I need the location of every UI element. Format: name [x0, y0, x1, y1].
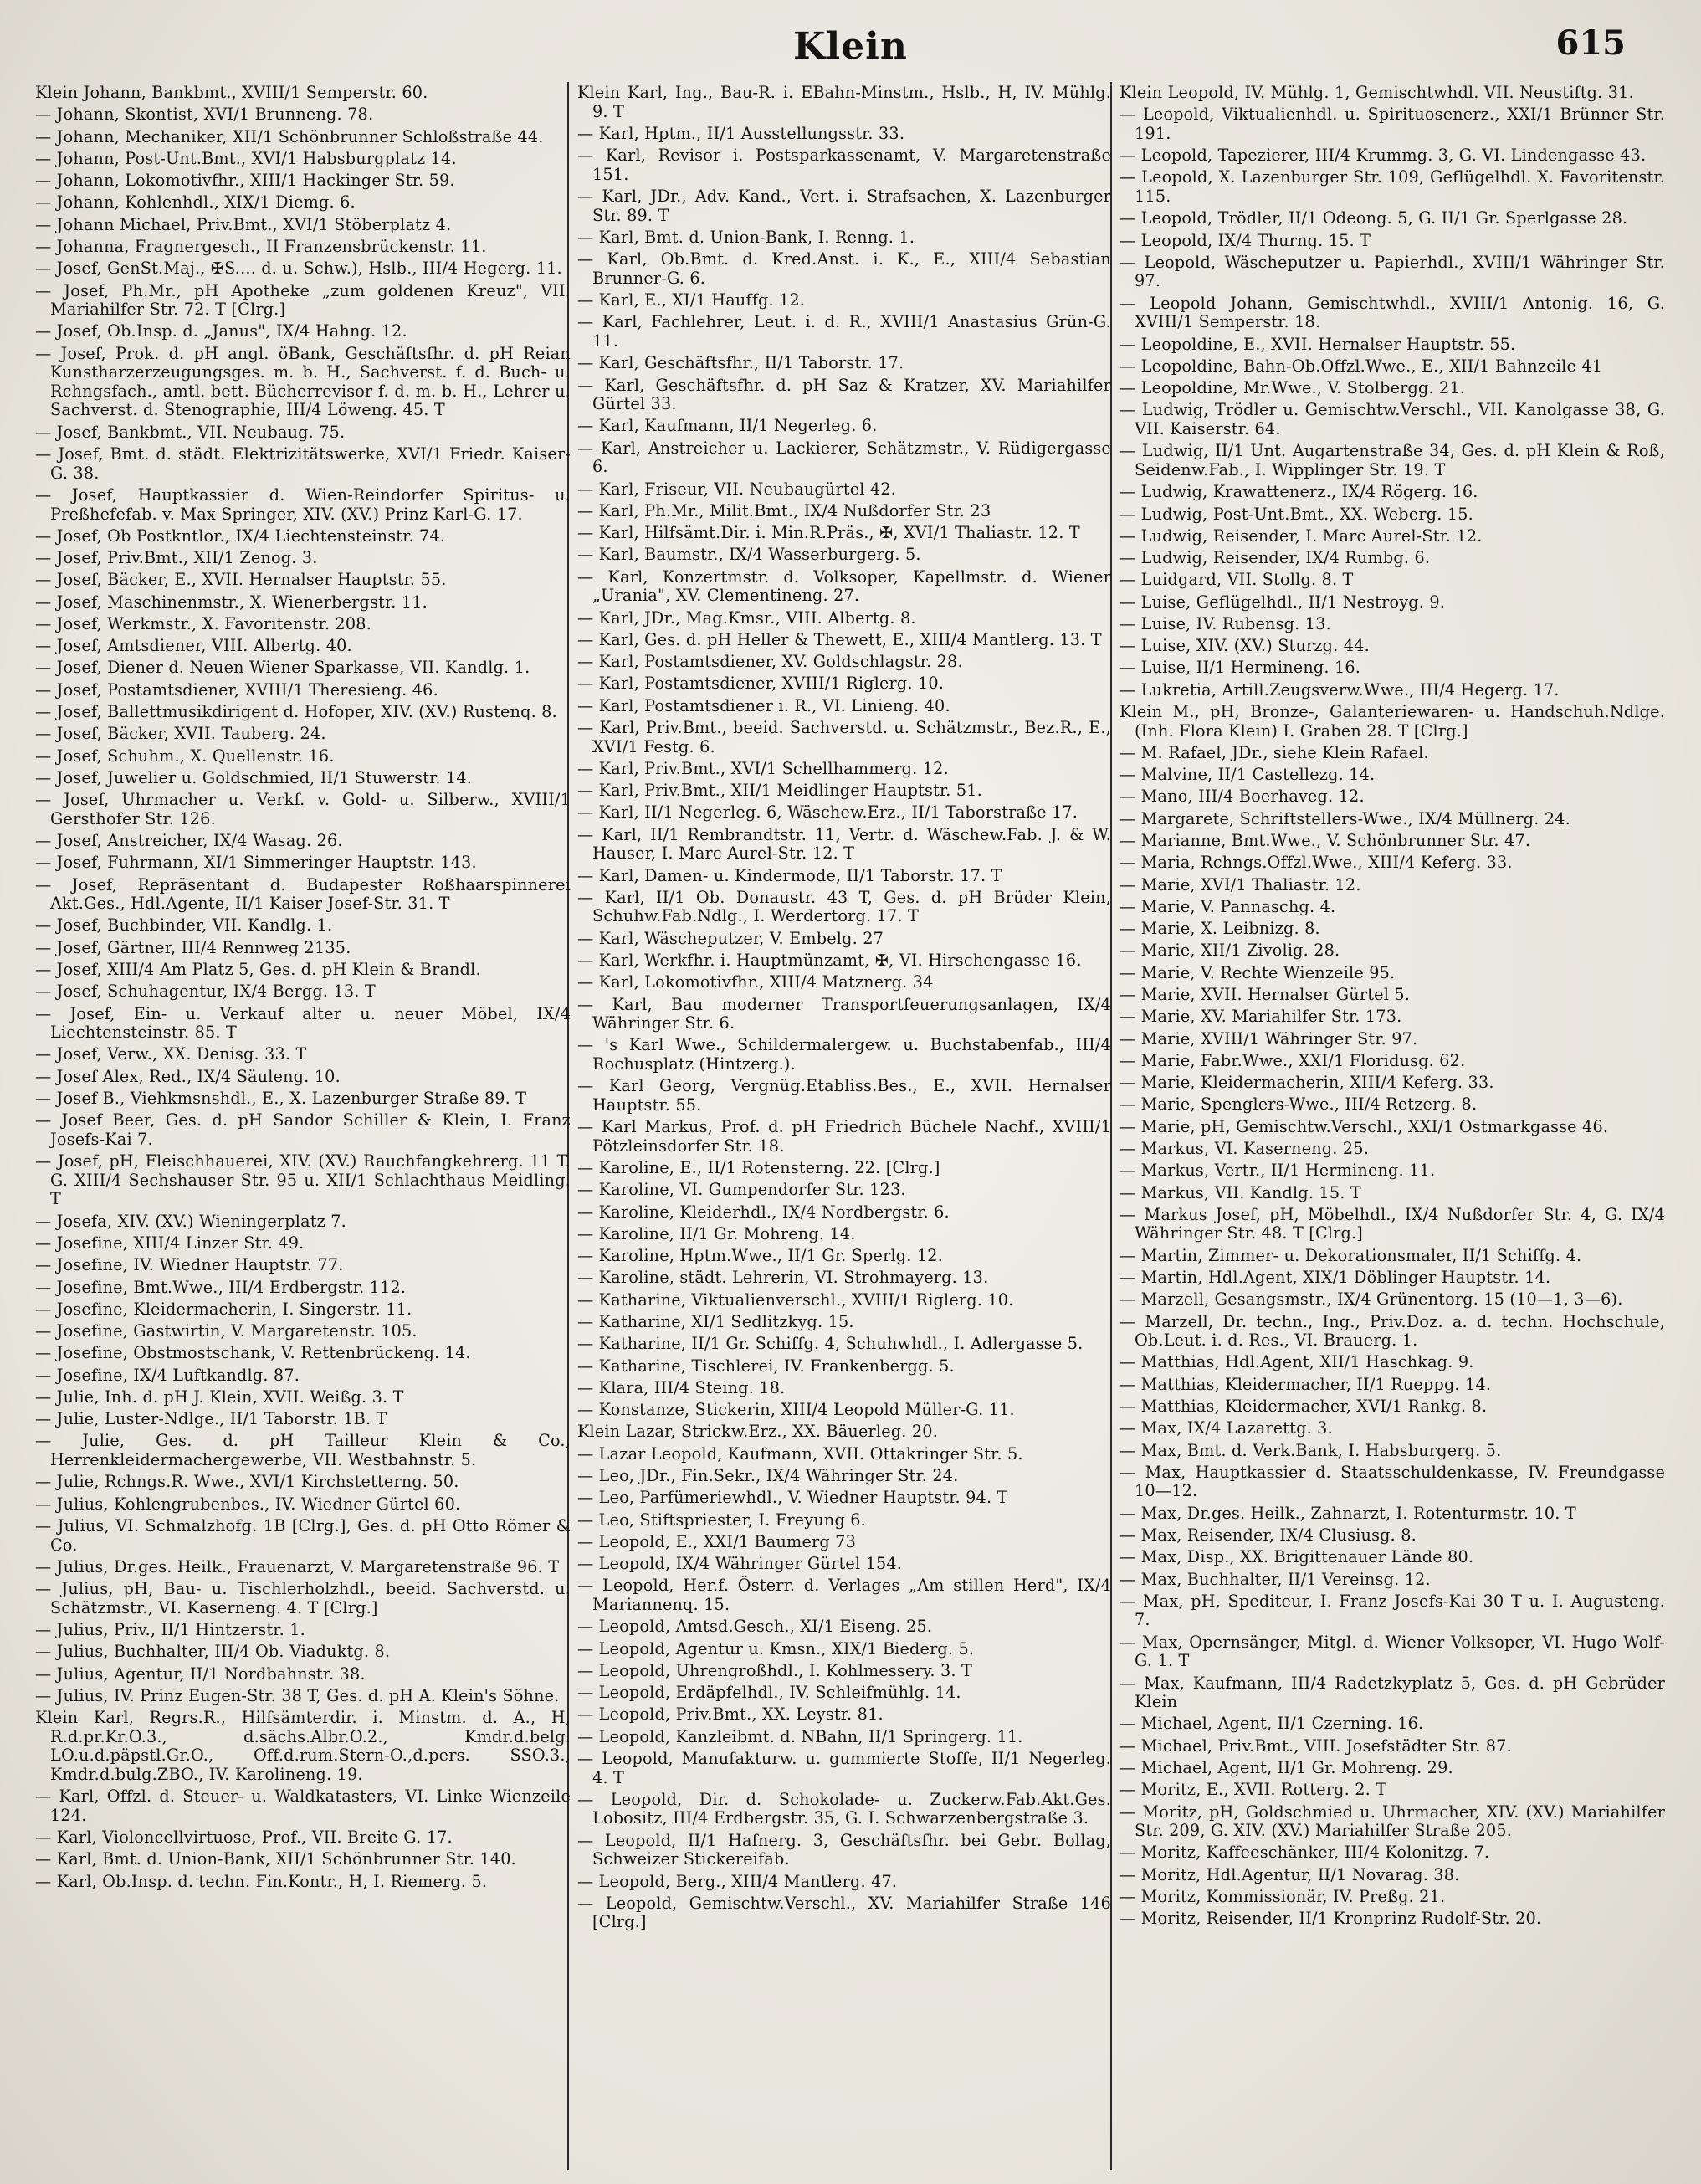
directory-entry: — Karl, Hptm., II/1 Ausstellungsstr. 33.: [577, 123, 905, 143]
directory-entry: — Leopold, E., XXI/1 Baumerg 73: [577, 1531, 856, 1551]
directory-entry: — Luise, XIV. (XV.) Sturzg. 44.: [1119, 636, 1370, 656]
directory-entry: — Max, Opernsänger, Mitgl. d. Wiener Volksoper, VI. Hugo Wolf-G. 1. T: [1119, 1632, 1665, 1671]
directory-entry: — Karl Markus, Prof. d. pH Friedrich Büchele Nachf., XVIII/1 Pötzleinsdorfer Str. 18.: [577, 1117, 1111, 1156]
directory-entry: — Leo, Parfümeriewhdl., V. Wiedner Hauptstr. 94. T: [577, 1488, 1008, 1508]
directory-entry: — Karl, II/1 Ob. Donaustr. 43 T, Ges. d. pH Brüder Klein, Schuhw.Fab.Ndlg., I. Werdertorg. 17. T: [577, 887, 1111, 926]
directory-entry: — Ludwig, II/1 Unt. Augartenstraße 34, Ges. d. pH Klein & Roß, Seidenw.Fab., I. Wipplinger Str. 19. T: [1119, 441, 1665, 479]
directory-entry: — Josef, Priv.Bmt., XII/1 Zenog. 3.: [35, 548, 318, 568]
directory-entry: — Markus, VII. Kandlg. 15. T: [1119, 1182, 1361, 1202]
directory-entry: — Michael, Agent, II/1 Czerning. 16.: [1119, 1714, 1424, 1734]
directory-entry: — Karl, Priv.Bmt., XII/1 Meidlinger Hauptstr. 51.: [577, 781, 982, 801]
directory-entry: — Julie, Luster-Ndlge., II/1 Taborstr. 1B. T: [35, 1409, 387, 1429]
directory-entry: — Josef, Ob.Insp. d. „Janus", IX/4 Hahng. 12.: [35, 321, 407, 341]
directory-entry: — Karl Georg, Vergnüg.Etabliss.Bes., E., XVII. Hernalser Hauptstr. 55.: [577, 1076, 1111, 1115]
directory-entry: — Moritz, Hdl.Agentur, II/1 Novarag. 38.: [1119, 1864, 1460, 1884]
directory-entry: — Maria, Rchngs.Offzl.Wwe., XIII/4 Keferg. 33.: [1119, 853, 1513, 873]
directory-entry: — Markus, Vertr., II/1 Hermineng. 11.: [1119, 1161, 1436, 1181]
directory-entry: — Josefa, XIV. (XV.) Wieningerplatz 7.: [35, 1211, 346, 1231]
directory-entry: — Karoline, Kleiderhdl., IX/4 Nordbergstr. 6.: [577, 1202, 950, 1222]
directory-entry: — Marie, XVII. Hernalser Gürtel 5.: [1119, 985, 1411, 1004]
directory-entry: — Josef, Schuhm., X. Quellenstr. 16.: [35, 746, 335, 766]
directory-entry: — Julius, VI. Schmalzhofg. 1B [Clrg.], Ges. d. pH Otto Römer & Co.: [35, 1515, 571, 1555]
column-2: [577, 84, 1111, 2176]
directory-entry: — Marie, XV. Mariahilfer Str. 173.: [1119, 1007, 1402, 1027]
directory-entry: — Moritz, Kommissionär, IV. Preßg. 21.: [1119, 1887, 1446, 1906]
directory-entry: — Karl, Wäscheputzer, V. Embelg. 27: [577, 928, 884, 948]
directory-entry: — Karl, Geschäftsfhr., II/1 Taborstr. 17.: [577, 353, 904, 373]
directory-entry: — Julie, Rchngs.R. Wwe., XVI/1 Kirchstetterng. 50.: [35, 1472, 459, 1492]
directory-entry: — Max, Hauptkassier d. Staatsschuldenkasse, IV. Freundgasse 10—12.: [1119, 1462, 1665, 1501]
directory-entry: — Karl, Postamtsdiener i. R., VI. Linieng. 40.: [577, 695, 950, 715]
directory-entry: — Karl, Fachlehrer, Leut. i. d. R., XVIII/1 Anastasius Grün-G. 11.: [577, 312, 1111, 351]
directory-entry: — Johann, Post-Unt.Bmt., XVI/1 Habsburgplatz 14.: [35, 148, 457, 168]
directory-entry: — Josef, Werkmstr., X. Favoritenstr. 208.: [35, 613, 371, 633]
directory-entry: — Karoline, II/1 Gr. Mohreng. 14.: [577, 1223, 856, 1243]
page-number: 615: [1555, 23, 1626, 63]
directory-entry: — Max, Buchhalter, II/1 Vereinsg. 12.: [1119, 1569, 1431, 1589]
directory-entry: — Karl, Konzertmstr. d. Volksoper, Kapellmstr. d. Wiener „Urania", XV. Clementineng. 27.: [577, 567, 1111, 606]
directory-entry: — Max, pH, Spediteur, I. Franz Josefs-Kai 30 T u. I. Augusteng. 7.: [1119, 1591, 1665, 1630]
directory-entry: — Josef, Maschinenmstr., X. Wienerbergstr. 11.: [35, 592, 428, 612]
directory-entry: — Karl, Hilfsämt.Dir. i. Min.R.Präs., ✠, XVI/1 Thaliastr. 12. T: [577, 523, 1080, 543]
directory-entry: — Karl, II/1 Negerleg. 6, Wäschew.Erz., II/1 Taborstraße 17.: [577, 802, 1078, 823]
page-header: [0, 18, 1701, 77]
directory-entry: — Josef, Diener d. Neuen Wiener Sparkasse, VII. Kandlg. 1.: [35, 658, 530, 678]
directory-entry: — Karl, Bau moderner Transportfeuerungsanlagen, IX/4 Währinger Str. 6.: [577, 994, 1111, 1033]
directory-entry: — Leopold, X. Lazenburger Str. 109, Geflügelhdl. X. Favoritenstr. 115.: [1119, 167, 1665, 207]
directory-entry: — Leopoldine, E., XVII. Hernalser Hauptstr. 55.: [1119, 334, 1516, 354]
directory-entry: — Leopold, Agentur u. Kmsn., XIX/1 Biederg. 5.: [577, 1638, 975, 1659]
directory-entry: — Marie, X. Leibnizg. 8.: [1119, 919, 1320, 939]
directory-entry: — Moritz, Reisender, II/1 Kronprinz Rudolf-Str. 20.: [1119, 1909, 1542, 1929]
directory-entry: — Michael, Priv.Bmt., VIII. Josefstädter Str. 87.: [1119, 1735, 1512, 1756]
directory-entry: — Leo, JDr., Fin.Sekr., IX/4 Währinger Str. 24.: [577, 1465, 959, 1485]
directory-entry: — Johanna, Fragnergesch., II Franzensbrückenstr. 11.: [35, 236, 487, 256]
directory-entry: — Josefine, IV. Wiedner Hauptstr. 77.: [35, 1255, 344, 1275]
directory-entry: — Karl, Baumstr., IX/4 Wasserburgerg. 5.: [577, 545, 921, 565]
directory-entry: — Josef, GenSt.Maj., ✠S.... d. u. Schw.), Hslb., III/4 Hegerg. 11.: [35, 259, 562, 279]
directory-entry: — Julius, Dr.ges. Heilk., Frauenarzt, V. Margaretenstraße 96. T: [35, 1556, 560, 1576]
directory-entry: — Matthias, Kleidermacher, XVI/1 Rankg. 8.: [1119, 1396, 1488, 1416]
directory-entry: — Michael, Agent, II/1 Gr. Mohreng. 29.: [1119, 1758, 1453, 1777]
directory-entry: Klein M., pH, Bronze-, Galanteriewaren- u. Handschuh.Ndlge. (Inh. Flora Klein) I. Graben 28. T [Clrg.]: [1119, 702, 1665, 741]
directory-entry: — Josef, Buchbinder, VII. Kandlg. 1.: [35, 915, 333, 936]
directory-entry: — Leopold, Priv.Bmt., XX. Leystr. 81.: [577, 1705, 884, 1725]
directory-entry: — M. Rafael, JDr., siehe Klein Rafael.: [1119, 742, 1429, 762]
directory-entry: — Leopold, Tapezierer, III/4 Krummg. 3, G. VI. Lindengasse 43.: [1119, 146, 1647, 166]
directory-entry: — Leopold, Wäscheputzer u. Papierhdl., XVIII/1 Währinger Str. 97.: [1119, 252, 1665, 291]
directory-entry: — Karl, II/1 Rembrandtstr. 11, Vertr. d. Wäschew.Fab. J. & W. Hauser, I. Marc Aurel-Str. 12. T: [577, 824, 1111, 864]
directory-entry: — Josef Beer, Ges. d. pH Sandor Schiller & Klein, I. Franz Josefs-Kai 7.: [35, 1110, 571, 1149]
directory-entry: — Johann Michael, Priv.Bmt., XVI/1 Stöberplatz 4.: [35, 214, 452, 234]
directory-entry: — Karl, Werkfhr. i. Hauptmünzamt, ✠, VI. Hirschengasse 16.: [577, 950, 1082, 970]
directory-entry: — Luise, Geflügelhdl., II/1 Nestroyg. 9.: [1119, 592, 1446, 612]
directory-entry: — Karl, Lokomotivfhr., XIII/4 Matznerg. 34: [577, 972, 934, 992]
directory-entry: — Leopold, Uhrengroßhdl., I. Kohlmessery. 3. T: [577, 1660, 973, 1680]
directory-entry: — Konstanze, Stickerin, XIII/4 Leopold Müller-G. 11.: [577, 1400, 1015, 1420]
directory-entry: — Johann, Mechaniker, XII/1 Schönbrunner Schloßstraße 44.: [35, 126, 544, 146]
directory-entry: — Johann, Lokomotivfhr., XIII/1 Hackinger Str. 59.: [35, 171, 455, 191]
directory-entry: — Josefine, XIII/4 Linzer Str. 49.: [35, 1233, 305, 1253]
directory-entry: — Leopold, IX/4 Thurng. 15. T: [1119, 230, 1371, 250]
directory-entry: — Karl, Priv.Bmt., beeid. Sachverstd. u. Schätzmstr., Bez.R., E., XVI/1 Festg. 6.: [577, 717, 1111, 756]
directory-entry: — Josef, Anstreicher, IX/4 Wasag. 26.: [35, 831, 343, 851]
directory-entry: — Leo, Stiftspriester, I. Freyung 6.: [577, 1510, 866, 1530]
directory-entry: — Leopold, Manufakturw. u. gummierte Stoffe, II/1 Negerleg. 4. T: [577, 1748, 1111, 1787]
directory-entry: — Karoline, Hptm.Wwe., II/1 Gr. Sperlg. 12.: [577, 1246, 943, 1266]
directory-entry: — Karl, Friseur, VII. Neubaugürtel 42.: [577, 479, 897, 499]
directory-entry: — Julius, Priv., II/1 Hintzerstr. 1.: [35, 1619, 305, 1639]
directory-entry: — Marie, pH, Gemischtw.Verschl., XXI/1 Ostmarkgasse 46.: [1119, 1116, 1609, 1136]
directory-entry: — Karl, Ges. d. pH Heller & Thewett, E., XIII/4 Mantlerg. 13. T: [577, 629, 1102, 649]
directory-entry: — Leopold, Amtsd.Gesch., XI/1 Eiseng. 25.: [577, 1617, 933, 1637]
directory-entry: — Marie, XII/1 Zivolig. 28.: [1119, 941, 1340, 961]
directory-entry: — Markus, VI. Kaserneng. 25.: [1119, 1138, 1370, 1158]
directory-entry: — Karl, Bmt. d. Union-Bank, XII/1 Schönbrunner Str. 140.: [35, 1849, 516, 1869]
directory-entry: — Max, Reisender, IX/4 Clusiusg. 8.: [1119, 1525, 1417, 1545]
directory-entry: — Julie, Ges. d. pH Tailleur Klein & Co., Herrenkleidermachergewerbe, VII. Westbahnstr. 5.: [35, 1431, 571, 1470]
directory-entry: — Marie, Spenglers-Wwe., III/4 Retzerg. 8.: [1119, 1095, 1478, 1115]
directory-entry: — Martin, Hdl.Agent, XIX/1 Döblinger Hauptstr. 14.: [1119, 1267, 1551, 1287]
directory-entry: — Josefine, Kleidermacherin, I. Singerstr. 11.: [35, 1299, 412, 1319]
directory-entry: — Josef, Prok. d. pH angl. öBank, Geschäftsfhr. d. pH Reian Kunstharzerzeugungsges. m. b. H., Sachverst. f. d. Buch- u. Rchngsfach., amtl. bett. Bücherrevisor f. d. m. b. H., Lehrer u. Sachverst. d. Stenographie, III/4 Löweng. 45. T: [35, 343, 571, 420]
directory-entry: — Julie, Inh. d. pH J. Klein, XVII. Weißg. 3. T: [35, 1387, 404, 1407]
directory-entry: — Moritz, E., XVII. Rotterg. 2. T: [1119, 1780, 1387, 1800]
directory-entry: — Luise, IV. Rubensg. 13.: [1119, 613, 1331, 633]
directory-entry: — Leopold, II/1 Hafnerg. 3, Geschäftsfhr. bei Gebr. Bollag, Schweizer Stickereifab.: [577, 1830, 1111, 1869]
directory-entry: — Lukretia, Artill.Zeugsverw.Wwe., III/4 Hegerg. 17.: [1119, 679, 1560, 700]
directory-entry: — Karl, Geschäftsfhr. d. pH Saz & Kratzer, XV. Mariahilfer Gürtel 33.: [577, 375, 1111, 414]
directory-entry: — Margarete, Schriftstellers-Wwe., IX/4 Müllnerg. 24.: [1119, 808, 1570, 828]
directory-entry: — Matthias, Hdl.Agent, XII/1 Haschkag. 9.: [1119, 1352, 1474, 1372]
directory-entry: — Josef, Gärtner, III/4 Rennweg 2135.: [35, 937, 351, 957]
directory-entry: — Katharine, Tischlerei, IV. Frankenbergg. 5.: [577, 1356, 955, 1376]
directory-entry: — Luise, II/1 Hermineng. 16.: [1119, 658, 1361, 678]
directory-entry: — Ludwig, Reisender, I. Marc Aurel-Str. 12.: [1119, 525, 1483, 546]
directory-entry: — Karoline, städt. Lehrerin, VI. Strohmayerg. 13.: [577, 1268, 989, 1288]
directory-entry: — Max, Kaufmann, III/4 Radetzkyplatz 5, Ges. d. pH Gebrüder Klein: [1119, 1673, 1665, 1712]
directory-entry: Klein Johann, Bankbmt., XVIII/1 Semperstr. 60.: [35, 84, 428, 102]
directory-entry: — Leopold Johann, Gemischtwhdl., XVIII/1 Antonig. 16, G. XVIII/1 Semperstr. 18.: [1119, 293, 1665, 332]
directory-entry: — Josef, Ballettmusikdirigent d. Hofoper, XIV. (XV.) Rustenq. 8.: [35, 702, 557, 722]
directory-entry: — Josef, Uhrmacher u. Verkf. v. Gold- u. Silberw., XVIII/1 Gersthofer Str. 126.: [35, 790, 571, 828]
directory-entry: — Julius, Agentur, II/1 Nordbahnstr. 38.: [35, 1664, 366, 1684]
directory-entry: — Max, Bmt. d. Verk.Bank, I. Habsburgerg. 5.: [1119, 1440, 1502, 1460]
directory-entry: — Karl, JDr., Mag.Kmsr., VIII. Albertg. 8.: [577, 608, 916, 628]
directory-entry: — Lazar Leopold, Kaufmann, XVII. Ottakringer Str. 5.: [577, 1443, 1023, 1464]
directory-entry: — Karoline, E., II/1 Rotensterng. 22. [Clrg.]: [577, 1158, 940, 1178]
directory-entry: — Ludwig, Trödler u. Gemischtw.Verschl., VII. Kanolgasse 38, G. VII. Kaiserstr. 64.: [1119, 400, 1665, 439]
directory-entry: — Josef, Ein- u. Verkauf alter u. neuer Möbel, IX/4 Liechtensteinstr. 85. T: [35, 1003, 571, 1043]
directory-entry: — Josefine, Bmt.Wwe., III/4 Erdbergstr. 112.: [35, 1277, 407, 1297]
directory-entry: — Malvine, II/1 Castellezg. 14.: [1119, 765, 1376, 785]
directory-entry: — Katharine, Viktualienverschl., XVIII/1 Riglerg. 10.: [577, 1289, 1014, 1310]
directory-entry: — Josef, Verw., XX. Denisg. 33. T: [35, 1044, 307, 1064]
directory-entry: — Luidgard, VII. Stollg. 8. T: [1119, 570, 1354, 590]
directory-entry: — Josef B., Viehkmsnshdl., E., X. Lazenburger Straße 89. T: [35, 1089, 527, 1109]
directory-entry: — Ludwig, Reisender, IX/4 Rumbg. 6.: [1119, 548, 1431, 568]
directory-entry: — Katharine, II/1 Gr. Schiffg. 4, Schuhwhdl., I. Adlergasse 5.: [577, 1334, 1084, 1354]
directory-entry: — Moritz, pH, Goldschmied u. Uhrmacher, XIV. (XV.) Mariahilfer Str. 209, G. XIV. (XV.) Mariahilfer Straße 205.: [1119, 1802, 1665, 1841]
directory-entry: — Josefine, IX/4 Luftkandlg. 87.: [35, 1365, 300, 1385]
directory-entry: Klein Karl, Regrs.R., Hilfsämterdir. i. Minstm. d. A., H, R.d.pr.Kr.O.3., d.sächs.Albr.O.2., Kmdr.d.belg. LO.u.d.päpstl.Gr.O., Off.d.rum.Stern-O.,d.pers. SSO.3., Kmdr.d.bulg.ZBO., IV. Karolineng. 19.: [35, 1708, 571, 1784]
page-title: Klein: [793, 25, 908, 68]
directory-entry: — Max, Disp., XX. Brigittenauer Lände 80.: [1119, 1547, 1474, 1567]
directory-entry: — Marie, V. Rechte Wienzeile 95.: [1119, 962, 1396, 982]
directory-entry: — Josef, Ob Postkntlor., IX/4 Liechtensteinstr. 74.: [35, 525, 446, 546]
directory-entry: — Karl, Ob.Bmt. d. Kred.Anst. i. K., E., XIII/4 Sebastian Brunner-G. 6.: [577, 249, 1111, 288]
directory-entry: — Josef, Postamtsdiener, XVIII/1 Theresieng. 46.: [35, 679, 438, 700]
directory-entry: — Julius, pH, Bau- u. Tischlerholzhdl., beeid. Sachverstd. u. Schätzmstr., VI. Kaserneng. 4. T [Clrg.]: [35, 1579, 571, 1617]
directory-entry: — Karl, Offzl. d. Steuer- u. Waldkatasters, VI. Linke Wienzeile 124.: [35, 1787, 571, 1825]
column-3: [1119, 84, 1665, 2176]
directory-entry: — Josef, Schuhagentur, IX/4 Bergg. 13. T: [35, 982, 376, 1002]
directory-entry: — Josef Alex, Red., IX/4 Säuleng. 10.: [35, 1066, 341, 1086]
directory-entry: — Karl, Bmt. d. Union-Bank, I. Renng. 1.: [577, 227, 915, 247]
directory-entry: — Josef, Repräsentant d. Budapester Roßhaarspinnerei Akt.Ges., Hdl.Agente, II/1 Kaiser Josef-Str. 31. T: [35, 874, 571, 914]
directory-entry: — Leopold, Dir. d. Schokolade- u. Zuckerw.Fab.Akt.Ges. Lobositz, III/4 Erdbergstr. 35, G. I. Schwarzenbergstraße 3.: [577, 1789, 1111, 1828]
directory-entry: — Karl, Kaufmann, II/1 Negerleg. 6.: [577, 416, 878, 436]
directory-entry: — Josefine, Obstmostschank, V. Rettenbrückeng. 14.: [35, 1343, 471, 1363]
directory-entry: — Leopoldine, Mr.Wwe., V. Stolbergg. 21.: [1119, 378, 1466, 398]
directory-entry: — Ludwig, Post-Unt.Bmt., XX. Weberg. 15.: [1119, 504, 1473, 524]
directory-entry: — Leopold, Erdäpfelhdl., IV. Schleifmühlg. 14.: [577, 1683, 961, 1703]
directory-entry: — Leopold, Gemischtw.Verschl., XV. Mariahilfer Straße 146 [Clrg.]: [577, 1893, 1111, 1932]
directory-entry: — Josef, Bankbmt., VII. Neubaug. 75.: [35, 422, 346, 442]
directory-entry: — Karl, Violoncellvirtuose, Prof., VII. Breite G. 17.: [35, 1828, 453, 1847]
directory-entry: — Josef, Juwelier u. Goldschmied, II/1 Stuwerstr. 14.: [35, 767, 473, 787]
directory-entry: — Max, IX/4 Lazarettg. 3.: [1119, 1418, 1333, 1438]
directory-entry: — Marzell, Dr. techn., Ing., Priv.Doz. a. d. techn. Hochschule, Ob.Leut. i. d. Res., VI. Brauerg. 1.: [1119, 1311, 1665, 1351]
directory-entry: — Karl, Priv.Bmt., XVI/1 Schellhammerg. 12.: [577, 758, 949, 778]
directory-entry: — Josef, Fuhrmann, XI/1 Simmeringer Hauptstr. 143.: [35, 853, 477, 873]
directory-entry: Klein Karl, Ing., Bau-R. i. EBahn-Minstm., Hslb., H, IV. Mühlg. 9. T: [577, 84, 1111, 121]
directory-entry: — Josef, Bäcker, XVII. Tauberg. 24.: [35, 724, 326, 744]
directory-entry: — Mano, III/4 Boerhaveg. 12.: [1119, 787, 1365, 807]
directory-entry: — Josef, Bäcker, E., XVII. Hernalser Hauptstr. 55.: [35, 570, 447, 590]
directory-entry: — Leopold, Trödler, II/1 Odeong. 5, G. II/1 Gr. Sperlgasse 28.: [1119, 208, 1628, 228]
directory-entry: — Moritz, Kaffeeschänker, III/4 Kolonitzg. 7.: [1119, 1843, 1490, 1863]
directory-entry: — 's Karl Wwe., Schildermalergew. u. Buchstabenfab., III/4 Rochusplatz (Hintzerg.).: [577, 1035, 1111, 1074]
directory-entry: — Klara, III/4 Steing. 18.: [577, 1377, 786, 1397]
directory-entry: — Marie, Kleidermacherin, XIII/4 Keferg. 33.: [1119, 1073, 1494, 1093]
directory-entry: — Josef, Hauptkassier d. Wien-Reindorfer Spiritus- u. Preßhefefab. v. Max Springer, XIV. (XV.) Prinz Karl-G. 17.: [35, 484, 571, 524]
directory-entry: — Karl, E., XI/1 Hauffg. 12.: [577, 290, 806, 310]
directory-entry: Klein Leopold, IV. Mühlg. 1, Gemischtwhdl. VII. Neustiftg. 31.: [1119, 84, 1634, 102]
directory-entry: — Josef, Bmt. d. städt. Elektrizitätswerke, XVI/1 Friedr. Kaiser-G. 38.: [35, 444, 571, 483]
directory-entry: — Karl, JDr., Adv. Kand., Vert. i. Strafsachen, X. Lazenburger Str. 89. T: [577, 187, 1111, 225]
directory-entry: — Karl, Damen- u. Kindermode, II/1 Taborstr. 17. T: [577, 865, 1002, 885]
directory-entry: — Matthias, Kleidermacher, II/1 Rueppg. 14.: [1119, 1374, 1492, 1394]
directory-entry: Klein Lazar, Strickw.Erz., XX. Bäuerleg. 20.: [577, 1422, 939, 1442]
directory-entry: — Markus Josef, pH, Möbelhdl., IX/4 Nußdorfer Str. 4, G. IX/4 Währinger Str. 48. T [Clrg.]: [1119, 1204, 1665, 1243]
directory-entry: — Josef, pH, Fleischhauerei, XIV. (XV.) Rauchfangkehrerg. 11 T. G. XIII/4 Sechshauser Str. 95 u. XII/1 Schlachthaus Meidling. T: [35, 1151, 571, 1209]
directory-entry: — Marianne, Bmt.Wwe., V. Schönbrunner Str. 47.: [1119, 831, 1531, 851]
directory-entry: — Karl, Postamtsdiener, XVIII/1 Riglerg. 10.: [577, 674, 945, 694]
directory-entry: — Max, Dr.ges. Heilk., Zahnarzt, I. Rotenturmstr. 10. T: [1119, 1503, 1576, 1523]
directory-entry: — Josefine, Gastwirtin, V. Margaretenstr. 105.: [35, 1321, 418, 1341]
directory-entry: — Josef, Amtsdiener, VIII. Albertg. 40.: [35, 636, 352, 656]
directory-entry: — Johann, Skontist, XVI/1 Brunneng. 78.: [35, 105, 374, 125]
directory-entry: — Karl, Ph.Mr., Milit.Bmt., IX/4 Nußdorfer Str. 23: [577, 500, 991, 520]
directory-entry: — Johann, Kohlenhdl., XIX/1 Diemg. 6.: [35, 192, 356, 213]
directory-entry: — Leopold, Kanzleibmt. d. NBahn, II/1 Springerg. 11.: [577, 1726, 1023, 1746]
directory-entry: — Martin, Zimmer- u. Dekorationsmaler, II/1 Schiffg. 4.: [1119, 1245, 1582, 1265]
directory-entry: — Karl, Postamtsdiener, XV. Goldschlagstr. 28.: [577, 652, 963, 672]
directory-entry: — Marie, Fabr.Wwe., XXI/1 Floridusg. 62.: [1119, 1050, 1466, 1070]
directory-entry: — Julius, IV. Prinz Eugen-Str. 38 T, Ges. d. pH A. Klein's Söhne.: [35, 1685, 560, 1705]
directory-entry: — Karl, Anstreicher u. Lackierer, Schätzmstr., V. Rüdigergasse 6.: [577, 438, 1111, 477]
directory-entry: — Leopold, Berg., XIII/4 Mantlerg. 47.: [577, 1871, 898, 1891]
directory-entry: — Karoline, VI. Gumpendorfer Str. 123.: [577, 1180, 906, 1200]
directory-entry: — Marie, XVI/1 Thaliastr. 12.: [1119, 874, 1361, 895]
directory-entry: — Leopoldine, Bahn-Ob.Offzl.Wwe., E., XII/1 Bahnzeile 41: [1119, 356, 1603, 376]
directory-entry: — Marzell, Gesangsmstr., IX/4 Grünentorg. 15 (10—1, 3—6).: [1119, 1289, 1623, 1310]
directory-entry: — Leopold, Her.f. Österr. d. Verlages „Am stillen Herd", IX/4 Mariannenq. 15.: [577, 1576, 1111, 1614]
directory-entry: — Karl, Ob.Insp. d. techn. Fin.Kontr., H, I. Riemerg. 5.: [35, 1871, 488, 1891]
directory-entry: — Karl, Revisor i. Postsparkassenamt, V. Margaretenstraße 151.: [577, 146, 1111, 184]
directory-entry: — Josef, Ph.Mr., pH Apotheke „zum goldenen Kreuz", VII. Mariahilfer Str. 72. T [Clrg.]: [35, 280, 571, 320]
directory-entry: — Marie, V. Pannaschg. 4.: [1119, 896, 1336, 916]
directory-entry: — Leopold, Viktualienhdl. u. Spirituosenerz., XXI/1 Brünner Str. 191.: [1119, 105, 1665, 143]
directory-entry: — Josef, XIII/4 Am Platz 5, Ges. d. pH Klein & Brandl.: [35, 960, 481, 980]
directory-entry: — Marie, XVIII/1 Währinger Str. 97.: [1119, 1028, 1418, 1048]
directory-entry: — Ludwig, Krawattenerz., IX/4 Rögerg. 16.: [1119, 482, 1478, 502]
directory-entry: — Julius, Kohlengrubenbes., IV. Wiedner Gürtel 60.: [35, 1494, 461, 1514]
directory-entry: — Julius, Buchhalter, III/4 Ob. Viaduktg. 8.: [35, 1642, 391, 1662]
directory-entry: — Leopold, IX/4 Währinger Gürtel 154.: [577, 1554, 903, 1574]
directory-entry: — Katharine, XI/1 Sedlitzkyg. 15.: [577, 1312, 854, 1331]
column-1: [35, 84, 571, 2176]
